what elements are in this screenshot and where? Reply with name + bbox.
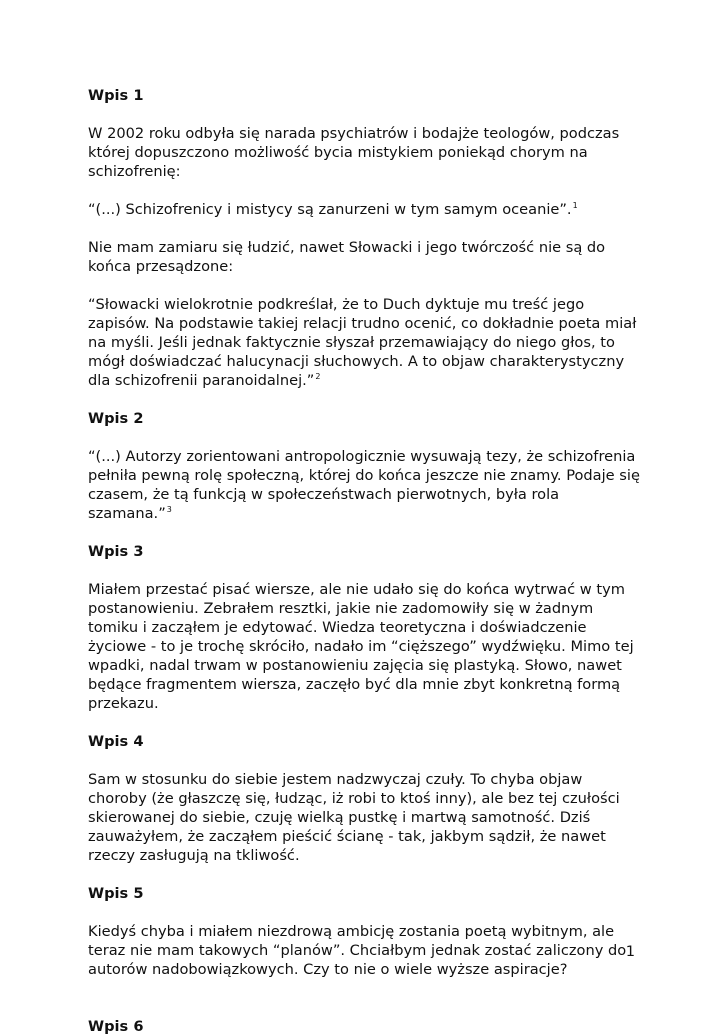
entry-heading: Wpis 6 (88, 1018, 144, 1035)
entry-quote (88, 200, 640, 219)
entry-heading: Wpis 3 (88, 543, 144, 560)
entry-heading: Wpis 2 (88, 410, 144, 427)
entry-heading: Wpis 1 (88, 87, 144, 104)
footnote-marker: 2 (315, 372, 321, 381)
entry-paragraph: Sam w stosunku do siebie jestem nadzwyczaj czuły. To chyba objaw choroby (że głaszczę się, łudząc, iż robi to ktoś inny), ale bez tej czułości skierowanej do siebie, czuję wielką pustkę i martwą samotność. Dziś zauważyłem, że zacząłem pieścić ścianę - tak, jakbym sądził, że nawet rzeczy zasługują na tkliwość. (88, 771, 620, 864)
entry-paragraph: Nie mam zamiaru się łudzić, nawet Słowacki i jego twórczość nie są do końca przesądzone: (88, 239, 606, 275)
footnote-marker: 1 (572, 201, 578, 210)
quote-text: “(...) Schizofrenicy i mistycy są zanurzeni w tym samym oceanie”. (88, 201, 572, 218)
document-body (88, 86, 640, 1036)
footnote-marker: 3 (166, 505, 172, 514)
entry-heading: Wpis 5 (88, 885, 144, 902)
entry-heading: Wpis 4 (88, 733, 144, 750)
entry-quote (88, 447, 640, 523)
quote-text: “Słowacki wielokrotnie podkreślał, że to Duch dyktuje mu treść jego zapisów. Na podstawie takiej relacji trudno ocenić, co dokładnie poeta miał na myśli. Jeśli jednak faktycznie słyszał przemawiający do niego głos, to mógł doświadczać halucynacji słuchowych. A to objaw charakterystyczny dla schizofrenii paranoidalnej.” (88, 296, 637, 389)
entry-paragraph: Miałem przestać pisać wiersze, ale nie udało się do końca wytrwać w tym postanowieniu. Zebrałem resztki, jakie nie zadomowiły się w żadnym tomiku i zacząłem je edytować. Wiedza teoretyczna i doświadczenie życiowe - to je trochę skróciło, nadało im “cięższego” wydźwięku. Mimo tej wpadki, nadal trwam w postanowieniu zajęcia się plastyką. Słowo, nawet będące fragmentem wiersza, zaczęło być dla mnie zbyt konkretną formą przekazu. (88, 581, 634, 712)
page-number: 1 (625, 943, 635, 960)
entry-paragraph: Kiedyś chyba i miałem niezdrową ambicję zostania poetą wybitnym, ale teraz nie mam takowych “planów”. Chciałbym jednak zostać zaliczony do autorów nadobowiązkowych. Czy to nie o wiele wyższe aspiracje? (88, 923, 627, 978)
quote-text: “(...) Autorzy zorientowani antropologicznie wysuwają tezy, że schizofrenia pełniła pewną rolę społeczną, której do końca jeszcze nie znamy. Podaje się czasem, że tą funkcją w społeczeństwach pierwotnych, była rola szamana.” (88, 448, 640, 522)
entry-paragraph: W 2002 roku odbyła się narada psychiatrów i bodajże teologów, podczas której dopuszczono możliwość bycia mistykiem poniekąd chorym na schizofrenię: (88, 125, 620, 180)
entry-quote (88, 295, 640, 390)
